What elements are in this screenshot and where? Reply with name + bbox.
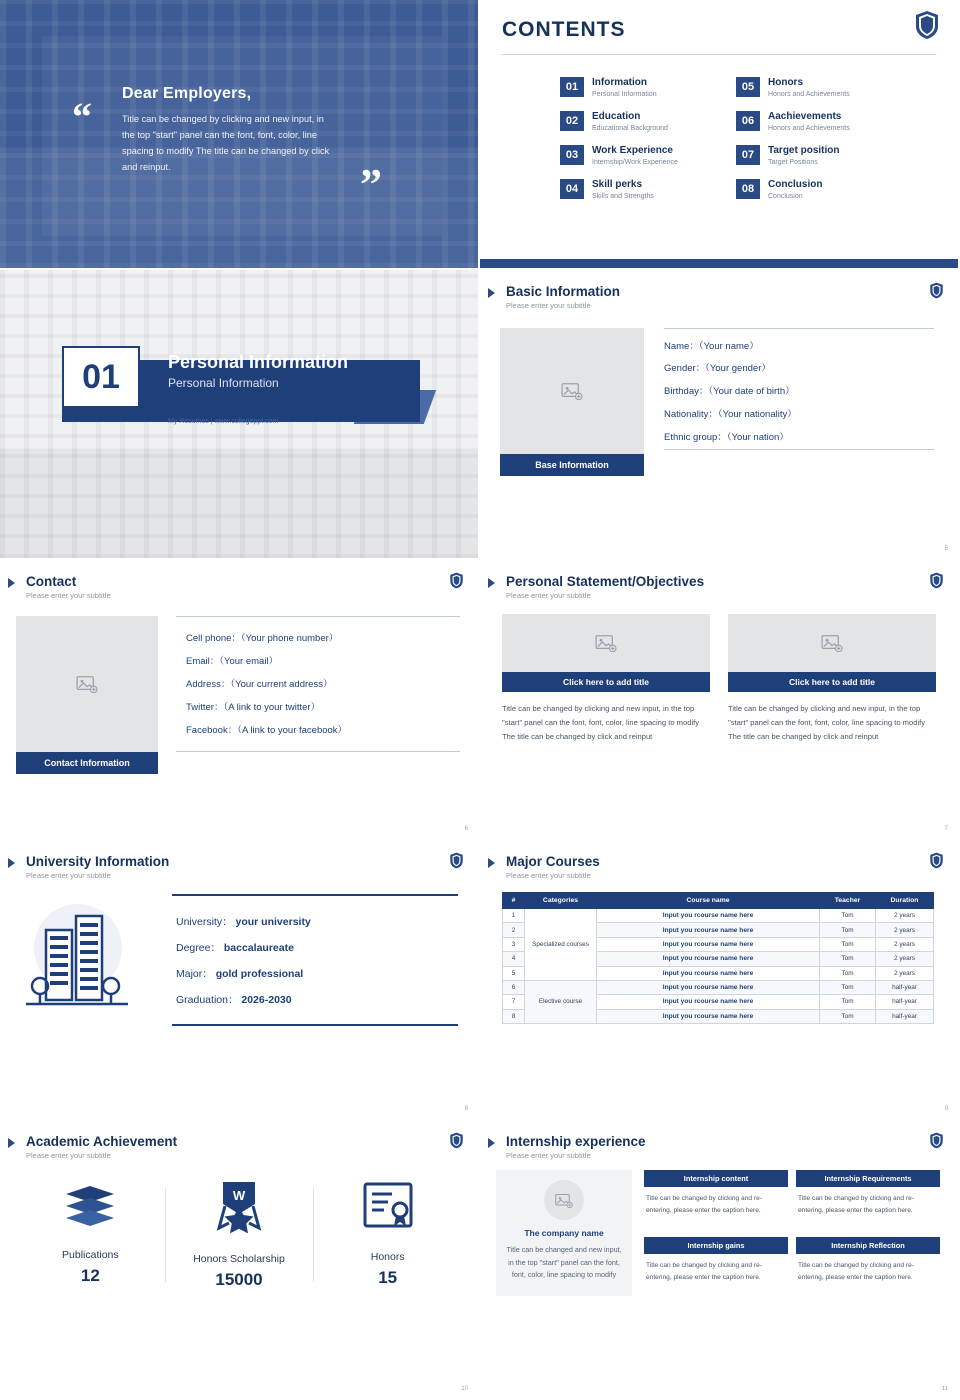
field-value: baccalaureate: [223, 941, 294, 954]
cell-index: 7: [503, 995, 525, 1009]
cell-course-name: Input you rcourse name here: [597, 980, 820, 994]
triangle-bullet-icon: [8, 1138, 15, 1148]
university-body: [0, 880, 478, 1030]
internship-body: [480, 1160, 958, 1296]
stat-value: 12: [80, 1266, 100, 1285]
field-row: Gender：（Your gender）: [664, 363, 771, 375]
slide-header: [480, 840, 958, 880]
section-footer: My Resumes | www.collegeppt.com: [168, 418, 279, 425]
cell-header: Internship Reflection: [796, 1237, 940, 1254]
contents-divider: [502, 54, 936, 55]
field-row: Name：（Your name）: [664, 340, 759, 352]
university-crest-icon: [914, 10, 940, 40]
statement-column: [728, 614, 936, 744]
cell-header: Internship content: [644, 1170, 788, 1187]
toc-item[interactable]: [560, 145, 718, 167]
field-label: Major：: [176, 967, 213, 980]
toc-label: Education: [592, 111, 641, 123]
photo-placeholder[interactable]: [16, 616, 158, 768]
internship-cell: [644, 1170, 788, 1229]
university-fields: [172, 894, 458, 1026]
cell-duration: 2 years: [876, 952, 934, 966]
contents-bottom-bar: [480, 259, 958, 268]
page-title: Personal Statement/Objectives: [506, 574, 705, 589]
slide-personal-statement: [480, 560, 960, 840]
stat-label: Publications: [62, 1249, 119, 1261]
toc-sublabel: Conclusion: [768, 193, 803, 201]
basic-info-fields: [664, 328, 934, 454]
photo-placeholder[interactable]: [502, 614, 710, 672]
triangle-bullet-icon: [488, 288, 495, 298]
university-crest-icon: [929, 1132, 944, 1149]
stat-label: Honors Scholarship: [193, 1253, 285, 1265]
medal-icon: [209, 1180, 269, 1234]
stat-item: [16, 1180, 165, 1290]
toc-number: 02: [560, 111, 584, 131]
page-number: 8: [464, 1106, 468, 1112]
cover-body-text: Title can be changed by clicking and new input, in the top "start" panel can the font, font, color, line spacing to modify The title can be changed by click and reinput.: [122, 114, 330, 173]
cell-course-name: Input you rcourse name here: [597, 909, 820, 923]
field-row: Twitter：（A link to your twitter）: [186, 701, 321, 713]
contents-title: CONTENTS: [502, 18, 626, 41]
cell-course-name: Input you rcourse name here: [597, 1009, 820, 1023]
university-crest-icon: [929, 572, 944, 589]
courses-table: [502, 892, 934, 1024]
cell-duration: 2 years: [876, 909, 934, 923]
cell-teacher: Tom: [820, 937, 876, 951]
field-row: Ethnic group：（Your nation）: [664, 426, 934, 450]
toc-sublabel: Honors and Achievements: [768, 91, 850, 98]
toc-label: Conclusion: [768, 179, 823, 191]
toc-sublabel: Honors and Achievements: [768, 125, 850, 133]
internship-grid: [644, 1170, 940, 1296]
slide-academic-achievement: [0, 1120, 480, 1400]
cell-index: 6: [503, 980, 525, 994]
add-title-button[interactable]: Click here to add title: [502, 672, 710, 692]
cell-teacher: Tom: [820, 909, 876, 923]
page-subtitle: Please enter your subtitle: [506, 591, 591, 600]
cell-body: Title can be changed by clicking and re-entering, please enter the caption here.: [646, 1261, 762, 1281]
toc-item[interactable]: [736, 77, 894, 99]
toc-label: Target position: [768, 145, 840, 157]
university-crest-icon: [929, 852, 944, 869]
photo-placeholder[interactable]: [728, 614, 936, 672]
toc-sublabel: Target Positions: [768, 159, 818, 167]
page-title: Academic Achievement: [26, 1134, 178, 1149]
university-crest-icon: [929, 282, 944, 299]
cell-course-name: Input you rcourse name here: [597, 966, 820, 980]
toc-label: Skill perks: [592, 179, 643, 191]
cell-body: Title can be changed by clicking and re-entering, please enter the caption here.: [798, 1195, 914, 1214]
cell-course-name: Input you rcourse name here: [597, 923, 820, 937]
quote-open-icon: “: [72, 94, 92, 139]
image-caption: Contact Information: [16, 752, 158, 774]
toc-label: Information: [592, 77, 647, 88]
cell-category: Elective course: [525, 980, 597, 1023]
quote-close-icon: ”: [360, 160, 382, 209]
field-label: Degree：: [176, 941, 221, 954]
toc-number: 08: [736, 179, 760, 199]
field-label: Graduation：: [176, 993, 239, 1006]
image-placeholder-icon: [821, 634, 843, 652]
field-row: Address：（Your current address）: [186, 678, 333, 690]
cell-duration: 2 years: [876, 937, 934, 951]
internship-cell: [796, 1170, 940, 1229]
page-title: Major Courses: [506, 854, 600, 869]
certificate-icon: [360, 1180, 416, 1232]
page-subtitle: Please enter your subtitle: [506, 1151, 591, 1160]
cell-body: Title can be changed by clicking and re-entering, please enter the caption here.: [798, 1261, 914, 1281]
field-row: Cell phone：（Your phone number）: [186, 632, 339, 644]
cell-duration: half-year: [876, 1009, 934, 1023]
toc-sublabel: Internship/Work Experience: [592, 159, 678, 167]
company-logo-placeholder[interactable]: [544, 1180, 584, 1220]
slide-university-information: [0, 840, 480, 1120]
toc-number: 06: [736, 111, 760, 131]
slide-major-courses: [480, 840, 960, 1120]
column-text: Title can be changed by clicking and new input, in the top "start" panel can the font, font, color, line spacing to modify The title can be changed by click and reinput: [502, 704, 700, 742]
basic-info-body: [480, 310, 958, 470]
statement-columns: [480, 600, 958, 744]
add-title-button[interactable]: Click here to add title: [728, 672, 936, 692]
cell-body: Title can be changed by clicking and re-entering, please enter the caption here.: [646, 1195, 762, 1214]
toc-sublabel: Educational Background: [592, 125, 668, 133]
field-label: University：: [176, 915, 233, 928]
stats-row: [0, 1160, 478, 1290]
triangle-bullet-icon: [488, 1138, 495, 1148]
field-row: [176, 934, 458, 960]
cell-index: 1: [503, 909, 525, 923]
slide-header: [480, 560, 958, 600]
stat-item: [313, 1180, 462, 1290]
toc-item[interactable]: [736, 179, 894, 201]
photo-placeholder[interactable]: [500, 328, 644, 470]
field-value: your university: [235, 915, 311, 928]
slide-contents: [480, 0, 960, 270]
triangle-bullet-icon: [488, 578, 495, 588]
slide-contact: [0, 560, 480, 840]
contact-body: [0, 600, 478, 768]
books-icon: [60, 1180, 120, 1230]
cell-duration: half-year: [876, 995, 934, 1009]
cell-teacher: Tom: [820, 995, 876, 1009]
toc-item[interactable]: [736, 111, 894, 133]
field-row: Facebook：（A link to your facebook）: [186, 724, 348, 736]
triangle-bullet-icon: [8, 578, 15, 588]
column-text: Title can be changed by clicking and new input, in the top "start" panel can the font, font, color, line spacing to modify The title can be changed by click and reinput: [728, 704, 926, 742]
university-crest-icon: [449, 572, 464, 589]
column-header: Teacher: [820, 893, 876, 909]
page-subtitle: Please enter your subtitle: [506, 301, 591, 310]
field-value: gold professional: [215, 967, 304, 980]
toc-number: 01: [560, 77, 584, 97]
cell-course-name: Input you rcourse name here: [597, 995, 820, 1009]
triangle-bullet-icon: [488, 858, 495, 868]
internship-cell: [796, 1237, 940, 1296]
university-crest-icon: [449, 852, 464, 869]
contact-fields: [176, 616, 460, 752]
toc-number: 04: [560, 179, 584, 199]
table-header-row: [503, 893, 934, 909]
column-header: #: [503, 893, 525, 909]
cell-duration: 2 years: [876, 966, 934, 980]
cell-duration: half-year: [876, 980, 934, 994]
cover-quote-block: [60, 85, 420, 209]
image-placeholder-icon: [595, 634, 617, 652]
section-title: Personal Information: [168, 352, 349, 372]
cell-teacher: Tom: [820, 952, 876, 966]
cell-teacher: Tom: [820, 1009, 876, 1023]
page-number: 6: [464, 826, 468, 832]
cell-course-name: Input you rcourse name here: [597, 937, 820, 951]
stat-item: [165, 1180, 314, 1290]
slide-section-divider: [0, 270, 480, 560]
field-row: [176, 986, 458, 1012]
page-number: 10: [461, 1386, 468, 1392]
cell-header: Internship Requirements: [796, 1170, 940, 1187]
page-title: Basic Information: [506, 284, 621, 299]
toc-label: Aachievements: [768, 111, 842, 123]
campus-illustration-icon: [16, 890, 166, 1030]
image-placeholder-icon: [76, 675, 98, 693]
cell-teacher: Tom: [820, 923, 876, 937]
slide-header: [0, 1120, 478, 1160]
toc-number: 05: [736, 77, 760, 97]
page-number: 9: [944, 1106, 948, 1112]
statement-column: [502, 614, 710, 744]
slide-header: [480, 1120, 958, 1160]
image-placeholder-icon: [555, 1193, 573, 1208]
contents-list: [502, 77, 936, 201]
cell-category: Specialized courses: [525, 909, 597, 981]
company-card: [496, 1170, 632, 1296]
column-header: Course name: [597, 893, 820, 909]
cell-index: 8: [503, 1009, 525, 1023]
slide-header: [480, 270, 958, 310]
image-caption: Base Information: [500, 454, 644, 476]
toc-item[interactable]: [736, 145, 894, 167]
slide-internship-experience: [480, 1120, 960, 1400]
field-row: [176, 960, 458, 986]
toc-number: 03: [560, 145, 584, 165]
toc-number: 07: [736, 145, 760, 165]
slide-cover: [0, 0, 480, 270]
toc-item[interactable]: [560, 179, 718, 201]
cover-heading: Dear Employers,: [122, 85, 252, 102]
field-row: Birthday：（Your date of birth）: [664, 386, 795, 398]
field-value: 2026-2030: [241, 993, 292, 1006]
company-name: The company name: [524, 1228, 604, 1238]
slide-header: [0, 840, 478, 880]
triangle-bullet-icon: [8, 858, 15, 868]
field-row: Nationality：（Your nationality）: [664, 408, 797, 420]
field-row: [176, 908, 458, 934]
stat-value: 15: [378, 1268, 398, 1287]
cell-teacher: Tom: [820, 980, 876, 994]
page-title: Contact: [26, 574, 77, 589]
cell-index: 5: [503, 966, 525, 980]
cell-course-name: Input you rcourse name here: [597, 952, 820, 966]
image-placeholder-icon: [561, 382, 583, 400]
toc-label: Work Experience: [592, 145, 673, 157]
stat-label: Honors: [370, 1251, 405, 1263]
slide-basic-information: [480, 270, 960, 560]
internship-cell: [644, 1237, 788, 1296]
column-header: Categories: [525, 893, 597, 909]
page-subtitle: Please enter your subtitle: [26, 591, 111, 600]
page-title: University Information: [26, 854, 170, 869]
company-description: Title can be changed and new input, in the top "start" panel can the font, font, color, line spacing to modify: [506, 1245, 622, 1280]
stat-value: 15000: [215, 1270, 263, 1289]
toc-item[interactable]: [560, 111, 718, 133]
section-subtitle: Personal Information: [168, 376, 279, 390]
section-number: 01: [62, 346, 140, 408]
cell-duration: 2 years: [876, 923, 934, 937]
cell-teacher: Tom: [820, 966, 876, 980]
cell-index: 3: [503, 937, 525, 951]
page-number: 7: [944, 826, 948, 832]
page-number: 11: [941, 1386, 948, 1392]
svg-text:W: W: [232, 1188, 246, 1203]
page-number: 5: [944, 546, 948, 552]
table-row: [503, 909, 934, 923]
toc-sublabel: Skills and Strengths: [592, 193, 654, 201]
cell-index: 4: [503, 952, 525, 966]
toc-sublabel: Personal Information: [592, 91, 657, 98]
toc-item[interactable]: [560, 77, 718, 99]
page-subtitle: Please enter your subtitle: [26, 871, 111, 880]
field-row: Email：（Your email）: [186, 655, 279, 667]
cell-index: 2: [503, 923, 525, 937]
page-subtitle: Please enter your subtitle: [506, 871, 591, 880]
toc-label: Honors: [768, 77, 803, 88]
university-crest-icon: [449, 1132, 464, 1149]
page-title: Internship experience: [506, 1134, 646, 1149]
page-subtitle: Please enter your subtitle: [26, 1151, 111, 1160]
slide-header: [0, 560, 478, 600]
column-header: Duration: [876, 893, 934, 909]
table-row: [503, 980, 934, 994]
cell-header: Internship gains: [644, 1237, 788, 1254]
